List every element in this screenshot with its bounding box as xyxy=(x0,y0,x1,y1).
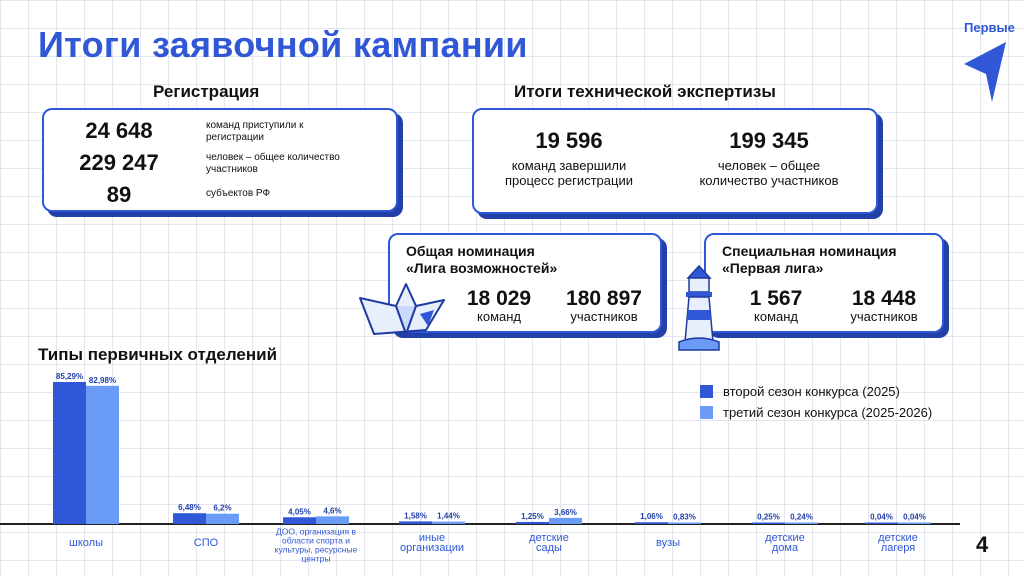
chart-title: Типы первичных отделений xyxy=(38,345,278,364)
bar-camps-series-1 xyxy=(865,523,898,525)
legend-label-2026: третий сезон конкурса (2025-2026) xyxy=(723,405,933,420)
data-label-camps-series-2: 0,04% xyxy=(903,512,926,522)
chart-area xyxy=(0,360,1024,576)
page-title: Итоги заявочной кампании xyxy=(38,24,528,65)
data-label-schools-series-2: 82,98% xyxy=(88,375,117,385)
data-label-kindergartens-series-2: 3,66% xyxy=(554,507,577,517)
category-label-universities: вузы xyxy=(655,537,681,549)
bar-universities-series-2 xyxy=(668,523,701,525)
category-label-orphanages: детские дома xyxy=(765,532,805,554)
bar-kindergartens-series-1 xyxy=(516,522,549,524)
data-label-universities-series-2: 0,83% xyxy=(673,512,696,522)
expertise-card xyxy=(472,108,878,214)
nomination-special-title-line1: Специальная номинация xyxy=(722,243,897,259)
expertise-heading: Итоги технической экспертизы xyxy=(514,82,776,101)
nomination-general-title-line2: «Лига возможностей» xyxy=(406,260,558,276)
nomination-general-title xyxy=(406,243,557,277)
bar-universities-series-1 xyxy=(635,522,668,524)
category-label-camps: детские лагеря xyxy=(878,532,918,554)
nomination-special-participants: 18 448 xyxy=(851,287,917,310)
bar-orphanages-series-1 xyxy=(752,523,785,525)
data-label-schools-series-1: 85,29% xyxy=(55,372,84,381)
data-label-universities-series-1: 1,06% xyxy=(640,512,663,522)
category-label-other-orgs: иные организации xyxy=(399,532,465,554)
bar-doo-series-2 xyxy=(316,516,349,524)
data-label-spo-series-1: 6,48% xyxy=(178,503,201,513)
data-label-other-orgs-series-2: 1,44% xyxy=(437,511,460,521)
lighthouse-icon xyxy=(676,262,722,354)
bar-schools-series-1 xyxy=(53,382,86,524)
bar-spo-series-2 xyxy=(206,514,239,524)
data-label-doo-series-2: 4,6% xyxy=(323,506,342,516)
nomination-special-title-line2: «Первая лига» xyxy=(722,260,824,276)
registration-regions-value: 89 xyxy=(106,182,132,207)
data-label-spo-series-2: 6,2% xyxy=(213,503,232,513)
bar-camps-series-2 xyxy=(898,523,931,525)
page-number: 4 xyxy=(976,532,989,557)
nomination-general-teams-label: команд xyxy=(477,309,521,324)
registration-regions-label: субъектов РФ xyxy=(206,188,271,199)
category-label-spo: СПО xyxy=(193,537,219,549)
registration-people-value: 229 247 xyxy=(79,150,159,175)
bar-other-orgs-series-1 xyxy=(399,521,432,524)
nomination-general-participants-label: участников xyxy=(570,309,638,324)
data-label-camps-series-1: 0,04% xyxy=(870,512,893,522)
expertise-teams-label: команд завершили процесс регистрации xyxy=(505,158,633,188)
bar-kindergartens-series-2 xyxy=(549,518,582,524)
nomination-special-participants-label: участников xyxy=(850,309,918,324)
nomination-special-teams: 1 567 xyxy=(749,287,803,310)
bar-doo-series-1 xyxy=(283,517,316,524)
registration-card xyxy=(42,108,398,212)
bar-schools-series-2 xyxy=(86,386,119,524)
registration-people-label: человек – общее количество участников xyxy=(206,152,340,175)
expertise-teams-value: 19 596 xyxy=(535,128,603,153)
nomination-general-participants: 180 897 xyxy=(566,287,642,310)
category-label-schools: школы xyxy=(69,537,103,549)
legend-label-2025: второй сезон конкурса (2025) xyxy=(723,384,900,399)
paper-boat-icon xyxy=(356,280,448,338)
registration-teams-value: 24 648 xyxy=(85,118,153,143)
registration-teams-label: команд приступили к регистрации xyxy=(206,120,304,143)
bar-spo-series-1 xyxy=(173,513,206,524)
nomination-special-title xyxy=(722,243,897,277)
nomination-general-title-line1: Общая номинация xyxy=(406,243,535,259)
bar-orphanages-series-2 xyxy=(785,523,818,525)
category-label-kindergartens: детские сады xyxy=(529,532,569,554)
data-label-other-orgs-series-1: 1,58% xyxy=(404,511,427,521)
category-label-doo: ДОО, организация в области спорта и культуры, ресурсные центры xyxy=(274,526,358,564)
registration-heading: Регистрация xyxy=(153,82,260,101)
expertise-people-label: человек – общее количество участников xyxy=(699,158,839,188)
data-label-doo-series-1: 4,05% xyxy=(288,507,311,517)
nomination-special-teams-label: команд xyxy=(754,309,798,324)
brand-logo-icon xyxy=(962,40,1008,104)
data-label-kindergartens-series-1: 1,25% xyxy=(521,511,544,521)
nomination-general-teams: 18 029 xyxy=(466,287,532,310)
data-label-orphanages-series-1: 0,25% xyxy=(757,512,780,522)
nomination-card-special xyxy=(704,233,944,333)
brand-name: Первые xyxy=(964,20,1015,35)
bar-other-orgs-series-2 xyxy=(432,522,465,524)
data-label-orphanages-series-2: 0,24% xyxy=(790,512,813,522)
expertise-people-value: 199 345 xyxy=(729,128,809,153)
